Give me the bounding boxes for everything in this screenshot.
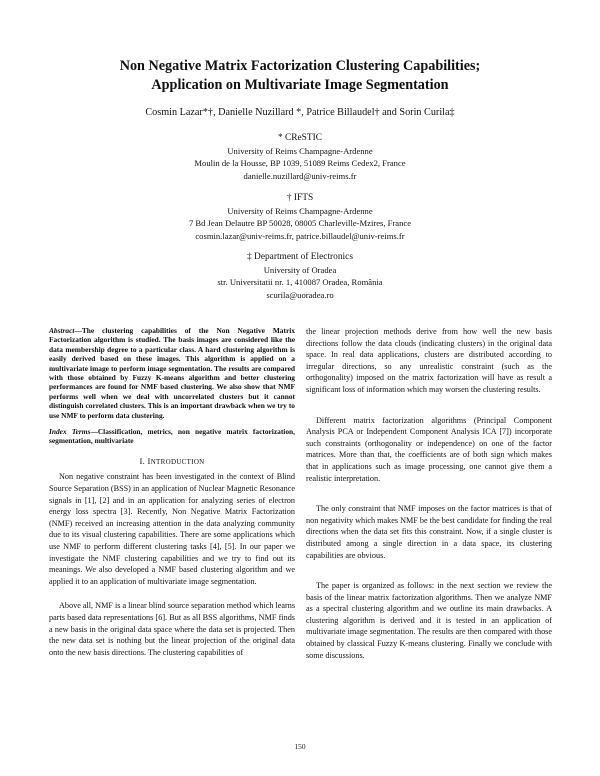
affiliation-crestic	[40, 132, 560, 182]
abstract-text: —The clustering capabilities of the Non Negative Matrix Factorization algorithm is studied. The basis images are considered like the data membership degree to a particular class. A hard clustering algorithm is easily derived based on these images. This algorithm is applied on a multivariate image to perform image segmentation. The results are compared with those obtained by Fuzzy K-means algorithm and better clustering performances are found for NMF based clustering. We also show that NMF performs well when we deal with uncorrelated clusters but it cannot distinguish correlated clusters. This is an important drawback when we try to use NMF to perform data clustering.	[49, 326, 295, 420]
title-line-2: Application on Multivariate Image Segmentation	[151, 77, 449, 93]
affiliation-mark: † IFTS	[286, 193, 314, 203]
section-title: NTRODUCTION	[150, 457, 205, 466]
paper-title	[40, 57, 560, 95]
paragraph: the linear projection methods derive from how well the new basis directions follow the data clouds (indicating clusters) in the original data space. In real data applications, clusters are distributed according to irregular directions, so any unrealistic constraint (such as the orthogonality) imposed on the matrix factorization will have as result a significant loss of information which may worsen the clustering results.	[306, 327, 552, 394]
paragraph: Non negative constraint has been investigated in the context of Blind Source Separation (BSS) in an application of Nuclear Magnetic Resonance signals in [1], [2] and in an application for analyzing series of electron energy loss spectra [3]. Recently, Non Negative Matrix Factorization (NMF) received an increasing attention in the data analyzing community due to its visual clustering capabilities. There are some applications which use NMF to perform different clustering tasks [4], [5]. In our paper we investigate the NMF clustering capabilities and we try to find out its meanings. We also developed a NMF based clustering algorithm and we applied it to an application of multivariate image segmentation.	[49, 472, 295, 586]
index-terms-text: —Classification, metrics, non negative matrix factorization, segmentation, multivariate	[49, 427, 296, 446]
index-terms	[49, 427, 295, 446]
paragraph: The paper is organized as follows: in the next section we review the basis of the linear matrix factorization algorithms. Then we analyze NMF as a spectral clustering algorithm and we outline its main drawbacks. A clustering algorithm is derived and it is tested in an application of multivariate image segmentation. The results are then compared with those obtained by classical Fuzzy K-means clustering. Finally we conclude with some discussions.	[306, 581, 552, 660]
author-list: Cosmin Lazar*†, Danielle Nuzillard *, Patrice Billaudel† and Sorin Curila‡	[145, 107, 455, 118]
paragraph: The only constraint that NMF imposes on the factor matrices is that of non negativity which makes NMF be the best candidate for finding the real directions when the data set fits this constraint. Now, if a single cluster is distributed among a single direction in a data space, its clustering capabilities are obvious.	[306, 504, 553, 560]
page-number: 150	[294, 742, 306, 751]
affiliation-oradea	[40, 251, 560, 301]
affiliation-email: scurila@uoradea.ro	[266, 289, 334, 300]
affiliation-mark: * CReSTIC	[277, 133, 322, 143]
affiliation-line: Moulin de la Housse, BP 1039, 51089 Reims Cedex2, France	[194, 158, 406, 168]
affiliation-email: cosmin.lazar@univ-reims.fr, patrice.billaudel@univ-reims.fr	[195, 230, 405, 241]
affiliation-ifts	[40, 192, 560, 242]
affiliation-line: University of Oradea	[263, 264, 337, 275]
title-line-1: Non Negative Matrix Factorization Clustering Capabilities;	[119, 58, 481, 74]
affiliation-line: University of Reims Champagne-Ardenne	[227, 205, 373, 216]
affiliation-line: 7 Bd Jean Delautre BP 50028, 08005 Charleville-Mzires, France	[188, 218, 412, 228]
left-column	[49, 326, 295, 658]
abstract-label: Abstract	[49, 326, 75, 335]
affiliation-line: str. Universitatii nr. 1, 410087 Oradea, România	[217, 277, 383, 287]
affiliation-email: danielle.nuzillard@univ-reims.fr	[243, 170, 357, 181]
right-column	[306, 326, 552, 661]
abstract	[49, 326, 295, 420]
paragraph: Different matrix factorization algorithms (Principal Component Analysis PCA or Independent Component Analysis ICA [7]) incorporate such constraints (orthogonality or independence) on one of the factor matrices. More than that, the coefficients are of both sign which makes that in applications such as image processing, one cannot give them a realistic interpretation.	[306, 415, 552, 483]
affiliation-mark: ‡ Department of Electronics	[247, 252, 353, 262]
section-heading-introduction	[49, 456, 295, 469]
affiliation-line: University of Reims Champagne-Ardenne	[227, 145, 373, 156]
index-terms-label: Index Terms	[49, 427, 91, 437]
section-number: I. I	[139, 455, 151, 466]
paragraph: Above all, NMF is a linear blind source separation method which learns parts based data representations [6]. But as all BSS algorithms, NMF finds a new basis in the original data space where the data set is projected. Then the new data set is nothing but the linear projection of the original data onto the new basis directions. The clustering capabilities of	[49, 601, 296, 657]
